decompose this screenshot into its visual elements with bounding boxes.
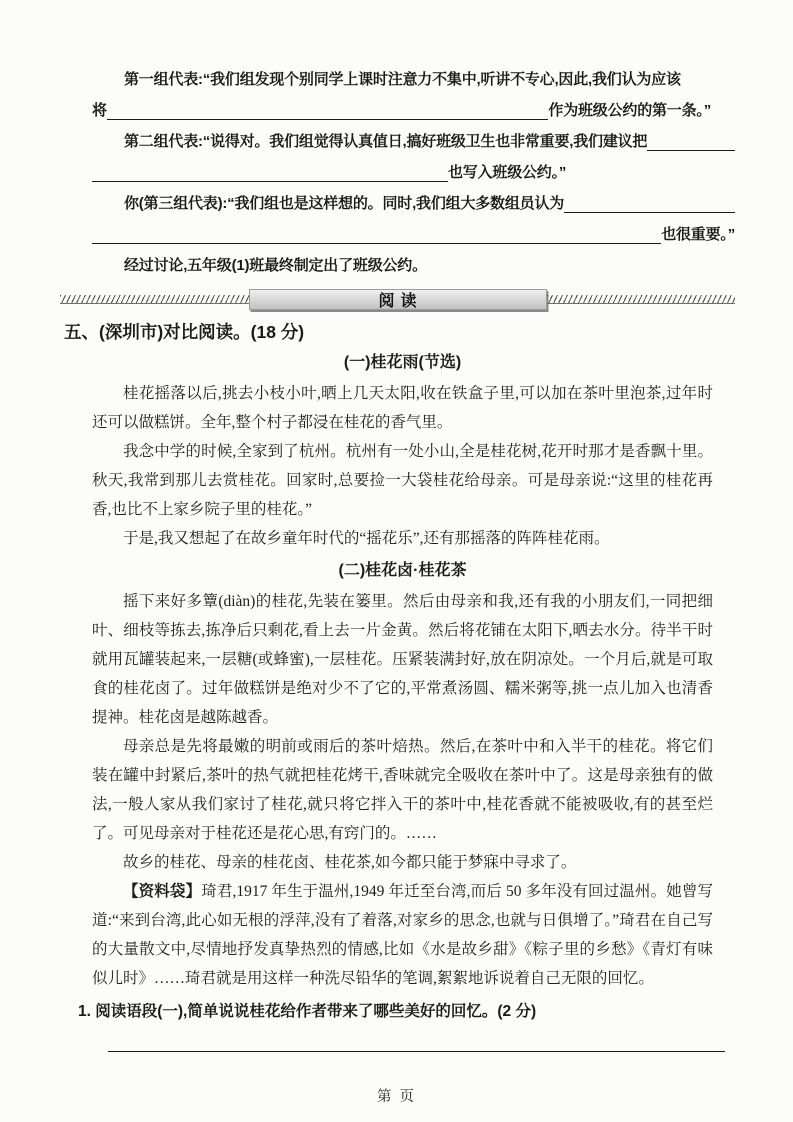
- reading-section: [0, 319, 793, 1052]
- dialogue-text: 作为班级公约的第一条。”: [548, 102, 711, 119]
- answer-blank-line: [108, 1026, 725, 1052]
- dialogue-text: 经过讨论,五年级(1)班最终制定出了班级公约。: [124, 257, 427, 274]
- info-bag-paragraph: [92, 877, 713, 993]
- fill-blank-3-continued: [92, 243, 661, 244]
- question-1: 1. 阅读语段(一),简单说说桂花给作者带来了哪些美好的回忆。(2 分): [78, 1003, 537, 1020]
- passage1-title: (一)桂花雨(节选): [343, 354, 462, 371]
- class-rules-dialogue: [92, 64, 735, 281]
- passage2-paragraph: 摇下来好多簟(diàn)的桂花,先装在篓里。然后由母亲和我,还有我的小朋友们,一同把细叶、细枝等拣去,拣净后只剩花,看上去一片金黄。然后将花铺在太阳下,晒去水分。待半干时就用瓦罐装起来,一层糖(或蜂蜜),一层桂花。压紧装满封好,放在阴凉处。一个月后,就是可取食的桂花卤了。过年做糕饼是绝对少不了它的,平常煮汤圆、糯米粥等,挑一点儿加入也清香提神。桂花卤是越陈越香。: [92, 593, 713, 726]
- passage2-paragraph: 母亲总是先将最嫩的明前或雨后的茶叶焙热。然后,在茶叶中和入半干的桂花。将它们装在罐中封紧后,茶叶的热气就把桂花烤干,香味就完全吸收在茶叶中了。这是母亲独有的做法,一般人家从我们家讨了桂花,就只将它拌入干的茶叶中,桂花香就不能被吸收,有的甚至烂了。可见母亲对于桂花还是花心思,有窍门的。……: [92, 738, 713, 842]
- passage1-paragraph: 我念中学的时候,全家到了杭州。杭州有一处小山,全是桂花树,花开时那才是香飘十里。秋天,我常到那儿去赏桂花。回家时,总要捡一大袋桂花给母亲。可是母亲说:“这里的桂花再香,也比不上家乡院子里的桂花。”: [92, 443, 713, 518]
- fill-blank-2: [647, 150, 735, 151]
- banner-hatch-left: [60, 295, 249, 304]
- passage2-paragraph: 故乡的桂花、母亲的桂花卤、桂花茶,如今都只能于梦寐中寻求了。: [123, 854, 577, 871]
- fill-blank-1: [107, 119, 549, 120]
- dialogue-text: 也写入班级公约。”: [448, 164, 567, 181]
- passage1-paragraph: 于是,我又想起了在故乡童年时代的“摇花乐”,还有那摇落的阵阵桂花雨。: [123, 530, 610, 547]
- passage2-title: (二)桂花卤·桂花茶: [338, 562, 467, 579]
- dialogue-text: 也很重要。”: [661, 226, 735, 243]
- banner-hatch-right: [547, 295, 736, 304]
- dialogue-text: 你(第三组代表):“我们组也是这样想的。同时,我们组大多数组员认为: [124, 195, 565, 212]
- reading-section-banner: [60, 289, 735, 310]
- dialogue-line-5: [92, 188, 735, 219]
- passage1-paragraph: 桂花摇落以后,挑去小枝小叶,晒上几天太阳,收在铁盒子里,可以加在茶叶里泡茶,过年时还可以做糕饼。全年,整个村子都浸在桂花的香气里。: [92, 385, 713, 431]
- dialogue-line-4: [92, 157, 735, 188]
- dialogue-text: 将: [92, 102, 107, 119]
- dialogue-line-2: [92, 95, 735, 126]
- page-footer: 第 页: [376, 1089, 417, 1105]
- fill-blank-3: [564, 212, 735, 213]
- info-bag-label: 【资料袋】: [123, 883, 202, 900]
- fill-blank-2-continued: [92, 181, 448, 182]
- dialogue-line-6: [92, 219, 735, 250]
- dialogue-text: 第二组代表:“说得对。我们组觉得认真值日,搞好班级卫生也非常重要,我们建议把: [124, 133, 648, 150]
- section-heading: 五、(深圳市)对比阅读。(18 分): [64, 322, 305, 342]
- reading-banner-label: 阅读: [249, 289, 547, 310]
- dialogue-line-1: [92, 64, 735, 95]
- dialogue-text: 第一组代表:“我们组发现个别同学上课时注意力不集中,听讲不专心,因此,我们认为应该: [124, 71, 681, 88]
- dialogue-line-7: [92, 250, 735, 281]
- info-bag-text: 琦君,1917 年生于温州,1949 年迁至台湾,而后 50 多年没有回过温州。她曾写道:“来到台湾,此心如无根的浮萍,没有了着落,对家乡的思念,也就与日俱增了。”琦君在自己写的大量散文中,尽情地抒发真挚热烈的情感,比如《水是故乡甜》《粽子里的乡愁》《青灯有味似儿时》……琦君就是用这样一种洗尽铅华的笔调,絮絮地诉说着自己无限的回忆。: [92, 883, 713, 987]
- dialogue-line-3: [92, 126, 735, 157]
